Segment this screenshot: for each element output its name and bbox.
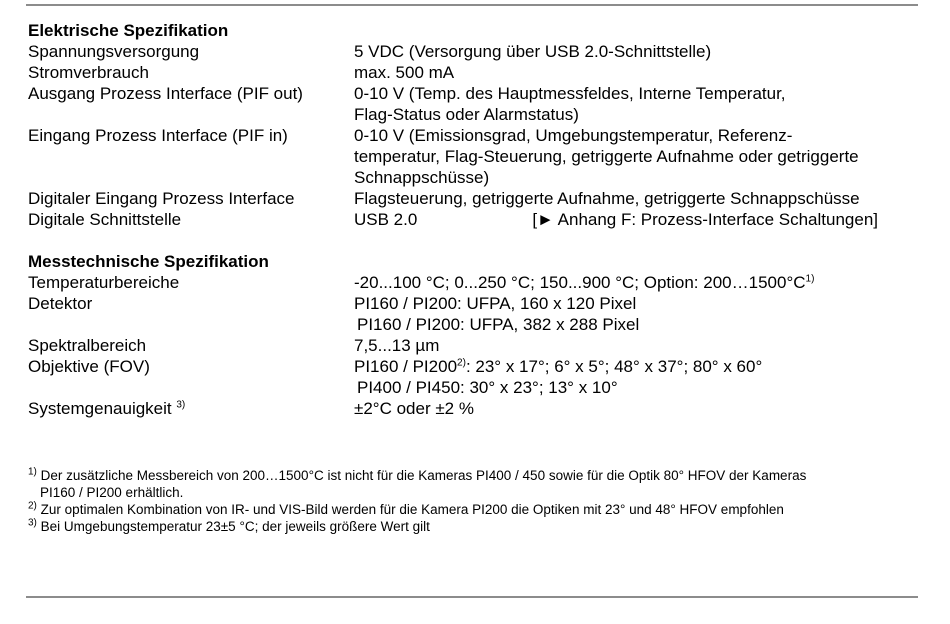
spec-value: 5 VDC (Versorgung über USB 2.0-Schnittstelle): [354, 42, 712, 61]
footnotes: [28, 467, 928, 535]
spec-label: Temperaturbereiche: [28, 273, 180, 292]
spec-label: Ausgang Prozess Interface (PIF out): [28, 84, 303, 103]
spec-row-lenses-fov: [28, 356, 928, 398]
spec-value: 7,5...13 µm: [354, 336, 440, 355]
spec-value: PI160 / PI200: UFPA, 160 x 120 Pixel PI160 / PI200: UFPA, 382 x 288 Pixel: [354, 294, 640, 334]
spec-row-current: [28, 62, 928, 83]
spec-row-spectral-range: [28, 335, 928, 356]
spec-row-digital-interface: [28, 209, 928, 230]
spec-row-power-supply: [28, 41, 928, 62]
spec-value: ±2°C oder ±2 %: [354, 399, 474, 418]
section-title-electrical: Elektrische Spezifikation: [28, 21, 229, 40]
spec-value: max. 500 mA: [354, 63, 455, 82]
spec-value: Flagsteuerung, getriggerte Aufnahme, getriggerte Schnappschüsse: [354, 189, 860, 208]
spec-row-digital-input: [28, 188, 928, 209]
spec-row-pif-out: [28, 83, 928, 125]
bottom-divider: [26, 596, 918, 598]
spec-label: Systemgenauigkeit $^{3)}$: [28, 399, 186, 418]
spec-value: PI160 / PI200$^{2)}$: 23° x 17°; 6° x 5°; 48° x 37°; 80° x 60° PI400 / PI450: 30° x 23°; 13° x 10°: [354, 357, 763, 397]
spec-label: Detektor: [28, 294, 93, 313]
spec-label: Objektive (FOV): [28, 357, 150, 376]
footnote-ref: 2): [457, 357, 466, 369]
footnote-ref: 3): [176, 399, 186, 411]
footnote-ref: 1): [805, 273, 815, 285]
spec-value: USB 2.0 [► Anhang F: Prozess-Interface Schaltungen]: [354, 210, 878, 229]
spec-row-pif-in: [28, 125, 928, 188]
spec-content: [28, 20, 928, 419]
spec-label: Eingang Prozess Interface (PIF in): [28, 126, 288, 145]
spec-label: Digitale Schnittstelle: [28, 210, 182, 229]
spec-row-temperature-ranges: [28, 272, 928, 293]
spec-row-detector: [28, 293, 928, 335]
spec-value: 0-10 V (Emissionsgrad, Umgebungstemperatur, Referenz- temperatur, Flag-Steuerung, getriggerte Aufnahme oder getriggerte Schnappschüsse): [354, 126, 859, 187]
footnote-3: $^{3)}$ Bei Umgebungstemperatur 23±5 °C; der jeweils größere Wert gilt: [28, 517, 430, 534]
footnote-2: $^{2)}$ Zur optimalen Kombination von IR- und VIS-Bild werden für die Kamera PI200 die Optiken mit 23° und 48° HFOV empfohlen: [28, 500, 784, 517]
section-title-measurement: Messtechnische Spezifikation: [28, 252, 269, 271]
spec-value: -20...100 °C; 0...250 °C; 150...900 °C; Option: $200\dots 1500^\circ C^{1)}$: [354, 273, 815, 292]
spec-label: Spektralbereich: [28, 336, 147, 355]
spec-label: Stromverbrauch: [28, 63, 149, 82]
spec-label: Spannungsversorgung: [28, 42, 200, 61]
top-divider: [26, 4, 918, 6]
footnote-1: $^{1)}$ Der zusätzliche Messbereich von 200…1500°C ist nicht für die Kameras PI400 / 450 sowie für die Optik 80° HFOV der Kameras PI160 / PI200 erhältlich.: [28, 466, 807, 500]
spec-value: 0-10 V (Temp. des Hauptmessfeldes, Interne Temperatur, Flag-Status oder Alarmstatus): [354, 84, 786, 124]
spec-row-system-accuracy: [28, 398, 928, 419]
spec-label: Digitaler Eingang Prozess Interface: [28, 189, 295, 208]
appendix-reference-link[interactable]: [► Anhang F: Prozess-Interface Schaltungen]: [532, 210, 878, 229]
